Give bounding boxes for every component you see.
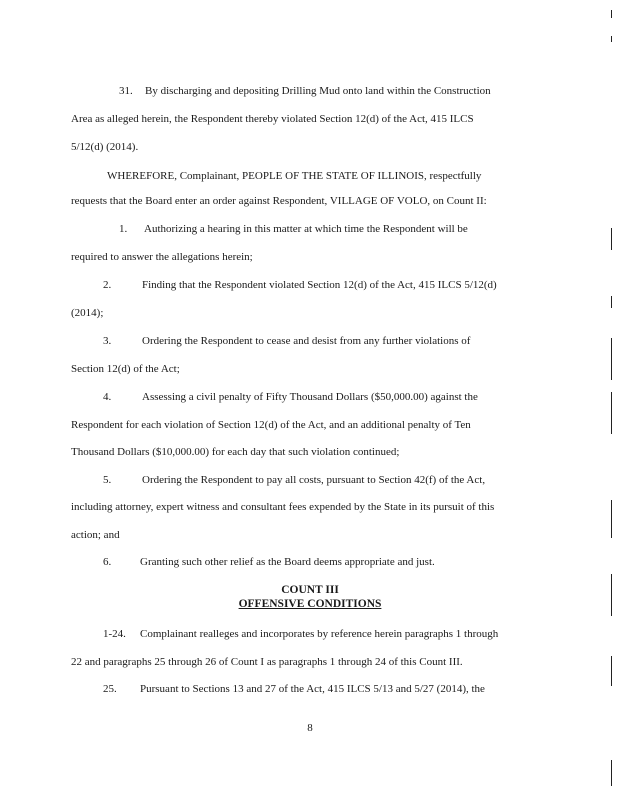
paragraph-text: Area as alleged herein, the Respondent thereby violated Section 12(d) of the Act, 415 ILCS [71,113,474,125]
item-3-line-1 [0,334,620,348]
item-1-line-2 [0,250,620,264]
count-heading-subtitle: OFFENSIVE CONDITIONS [238,598,382,610]
item-2-line-2 [0,306,620,320]
item-1-line-1 [0,222,620,236]
item-number: 2. [103,279,112,291]
item-number: 1. [119,223,128,235]
wherefore-line-1 [0,169,620,183]
item-number: 6. [103,556,112,568]
item-4-line-3 [0,445,620,459]
item-text: Ordering the Respondent to pay all costs, pursuant to Section 42(f) of the Act, [142,474,486,486]
item-text: action; and [71,529,120,541]
item-text: including attorney, expert witness and consultant fees expended by the State in its pursuit of this [71,501,495,513]
item-text: (2014); [71,307,104,319]
scan-artifact [611,296,612,308]
scan-artifact [611,760,612,786]
count-heading-title: COUNT III [281,584,339,596]
item-6-line-1 [0,555,620,569]
item-number: 5. [103,474,112,486]
item-text: Granting such other relief as the Board deems appropriate and just. [140,556,435,568]
paragraph-text: 5/12(d) (2014). [71,141,139,153]
item-4-line-2 [0,418,620,432]
scan-artifact [611,338,612,380]
scan-artifact [611,574,612,616]
paragraph-number: 31. [119,85,133,97]
scan-artifact [611,656,612,686]
paragraph-31-line-2 [0,112,620,126]
item-text: Thousand Dollars ($10,000.00) for each day that such violation continued; [71,446,400,458]
paragraph-text: WHEREFORE, Complainant, PEOPLE OF THE STATE OF ILLINOIS, respectfully [107,170,482,182]
item-text: Respondent for each violation of Section 12(d) of the Act, and an additional penalty of Ten [71,419,471,431]
item-text: Section 12(d) of the Act; [71,363,180,375]
item-number: 3. [103,335,112,347]
item-text: required to answer the allegations herein; [71,251,253,263]
wherefore-line-2 [0,194,620,208]
paragraph-1-24-line-1 [0,627,620,641]
scan-artifact [611,392,612,434]
item-text: Authorizing a hearing in this matter at which time the Respondent will be [144,223,468,235]
page-number: 8 [307,722,313,734]
scan-artifact [611,10,612,18]
item-2-line-1 [0,278,620,292]
item-5-line-3 [0,528,620,542]
paragraph-number: 1-24. [103,628,126,640]
paragraph-31-line-3 [0,140,620,154]
paragraph-25-line-1 [0,682,620,696]
paragraph-text: Pursuant to Sections 13 and 27 of the Act, 415 ILCS 5/13 and 5/27 (2014), the [140,683,485,695]
paragraph-text: By discharging and depositing Drilling Mud onto land within the Construction [145,85,491,97]
item-text: Assessing a civil penalty of Fifty Thousand Dollars ($50,000.00) against the [142,391,478,403]
scan-artifact [611,228,612,250]
paragraph-number: 25. [103,683,117,695]
item-5-line-1 [0,473,620,487]
scan-artifact [611,36,612,42]
paragraph-text: 22 and paragraphs 25 through 26 of Count I as paragraphs 1 through 24 of this Count III. [71,656,463,668]
item-5-line-2 [0,500,620,514]
paragraph-text: Complainant realleges and incorporates by reference herein paragraphs 1 through [140,628,499,640]
item-number: 4. [103,391,112,403]
paragraph-31-line-1 [0,84,620,98]
paragraph-1-24-line-2 [0,655,620,669]
scan-artifact [611,500,612,538]
item-3-line-2 [0,362,620,376]
item-4-line-1 [0,390,620,404]
item-text: Finding that the Respondent violated Section 12(d) of the Act, 415 ILCS 5/12(d) [142,279,497,291]
paragraph-text: requests that the Board enter an order against Respondent, VILLAGE OF VOLO, on Count II: [71,195,487,207]
item-text: Ordering the Respondent to cease and desist from any further violations of [142,335,471,347]
